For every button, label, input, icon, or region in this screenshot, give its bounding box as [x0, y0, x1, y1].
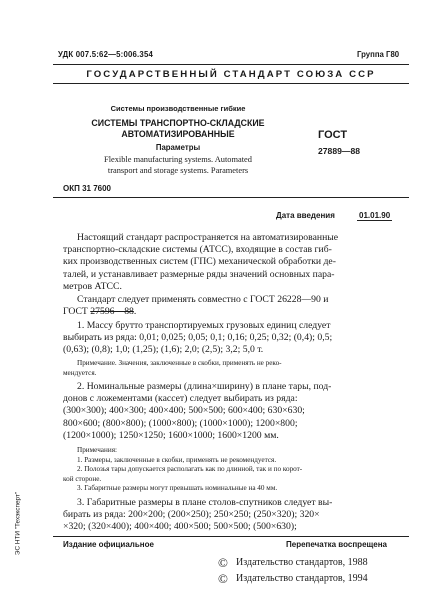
- udk-code: УДК 007.5:62—5:006.354: [58, 50, 154, 59]
- series-name: Системы производственные гибкие: [110, 104, 246, 113]
- text-line: бирать из ряда: 200×200; (200×250); 250×250; (250×320); 320×: [63, 509, 320, 521]
- notes-heading: Примечания:: [77, 446, 117, 454]
- copyright-line-2: Издательство стандартов, 1994: [236, 573, 368, 584]
- side-stamp: ЭС НТИ "Техэксперт": [14, 491, 22, 556]
- text-line: [63, 306, 401, 318]
- text-line: 2. Полозья тары допускается располагать как по длинной, так и по корот-: [77, 465, 303, 473]
- item-1: [63, 320, 401, 357]
- text-line: (0,63); (0,8); 1,0; (1,25); (1,6); 2,0; (2,5); 3,2; 5,0 т.: [63, 344, 264, 356]
- copyright-symbol-1: ©: [218, 555, 228, 570]
- text-line: 2. Номинальные размеры (длина×ширину) в плане тары, под-: [77, 381, 332, 392]
- text-line: Примечание. Значения, заключенные в скобки, применять не реко-: [77, 359, 282, 367]
- text-line: 3. Габаритные размеры могут превышать номинальные на 40 мм.: [77, 484, 278, 492]
- text-line: мендуется.: [63, 368, 97, 377]
- struck-reference: 27596—88: [90, 306, 134, 318]
- text-line: 1. Массу брутто транспортируемых грузовых единиц следует: [77, 320, 331, 331]
- reference-paragraph: [63, 294, 401, 318]
- document-subtitle: Параметры: [155, 143, 201, 152]
- reference-prefix: ГОСТ: [63, 306, 91, 318]
- footer-rule: [53, 536, 409, 537]
- okp-code: ОКП 31 7600: [63, 184, 111, 193]
- intro-date-label: Дата введения: [276, 211, 335, 220]
- english-title-line2: transport and storage systems. Parameters: [107, 166, 249, 175]
- item-3: [63, 497, 401, 534]
- header-rule-top: [53, 64, 409, 65]
- english-title-line1: Flexible manufacturing systems. Automated: [104, 155, 252, 164]
- text-line: транспортно-складские системы (АТСС), входящие в состав гиб-: [63, 244, 332, 256]
- text-line: кой стороне.: [63, 474, 102, 483]
- text-line: талей, и устанавливает размерные ряды значений основных пара-: [63, 268, 335, 280]
- text-line: (300×300); 400×300; 400×400; 500×500; 600×400; 630×630;: [63, 405, 305, 417]
- text-line: ких производственных систем (ГПС) механической обработки де-: [63, 256, 336, 268]
- note-1: [63, 359, 401, 378]
- text-line: 800×600; (800×800); (1000×800); (1000×1000); 1200×800;: [63, 417, 298, 429]
- group-code: Группа Г80: [357, 50, 400, 59]
- gost-number: 27889—88: [318, 146, 361, 156]
- text-line: Настоящий стандарт распространяется на автоматизированные: [77, 232, 339, 243]
- text-line: 1. Размеры, заключенные в скобки, применять не рекомендуется.: [77, 455, 277, 464]
- text-line: ×320; (320×400); 400×400; 400×500; 500×500; (500×630);: [63, 521, 297, 533]
- copyright-line-1: Издательство стандартов, 1988: [236, 557, 368, 568]
- text-line: метров АТСС.: [63, 280, 122, 292]
- text-line: 3. Габаритные размеры в плане столов-спутников следует вы-: [77, 497, 333, 508]
- reprint-prohibited: Перепечатка воспрещена: [286, 540, 387, 549]
- intro-paragraph: [63, 232, 401, 293]
- text-line: выбирать из ряда: 0,01; 0,025; 0,05; 0,1; 0,16; 0,25; 0,32; (0,4); 0,5;: [63, 332, 333, 344]
- intro-date-value: 01.01.90: [359, 211, 391, 220]
- text-line: (1200×1000); 1250×1250; 1600×1000; 1600×1200 мм.: [63, 429, 279, 441]
- gost-label: ГОСТ: [318, 129, 348, 141]
- reference-end: .: [133, 306, 137, 318]
- text-line: донов с ложементами (кассет) следует выбирать из ряда:: [63, 393, 298, 405]
- state-standard-banner: ГОСУДАРСТВЕННЫЙ СТАНДАРТ СОЮЗА ССР: [86, 69, 376, 80]
- document-title-line2: АВТОМАТИЗИРОВАННЫЕ: [121, 129, 235, 139]
- item-2: [63, 381, 401, 442]
- text-line: Стандарт следует применять совместно с ГОСТ 26228—90 и: [77, 294, 329, 305]
- header-rule-bottom: [53, 83, 409, 84]
- official-edition: Издание официальное: [63, 540, 154, 549]
- title-block-rule: [53, 197, 409, 198]
- copyright-symbol-2: ©: [218, 571, 228, 586]
- notes-2: [63, 446, 401, 494]
- document-title-line1: СИСТЕМЫ ТРАНСПОРТНО-СКЛАДСКИЕ: [91, 118, 265, 128]
